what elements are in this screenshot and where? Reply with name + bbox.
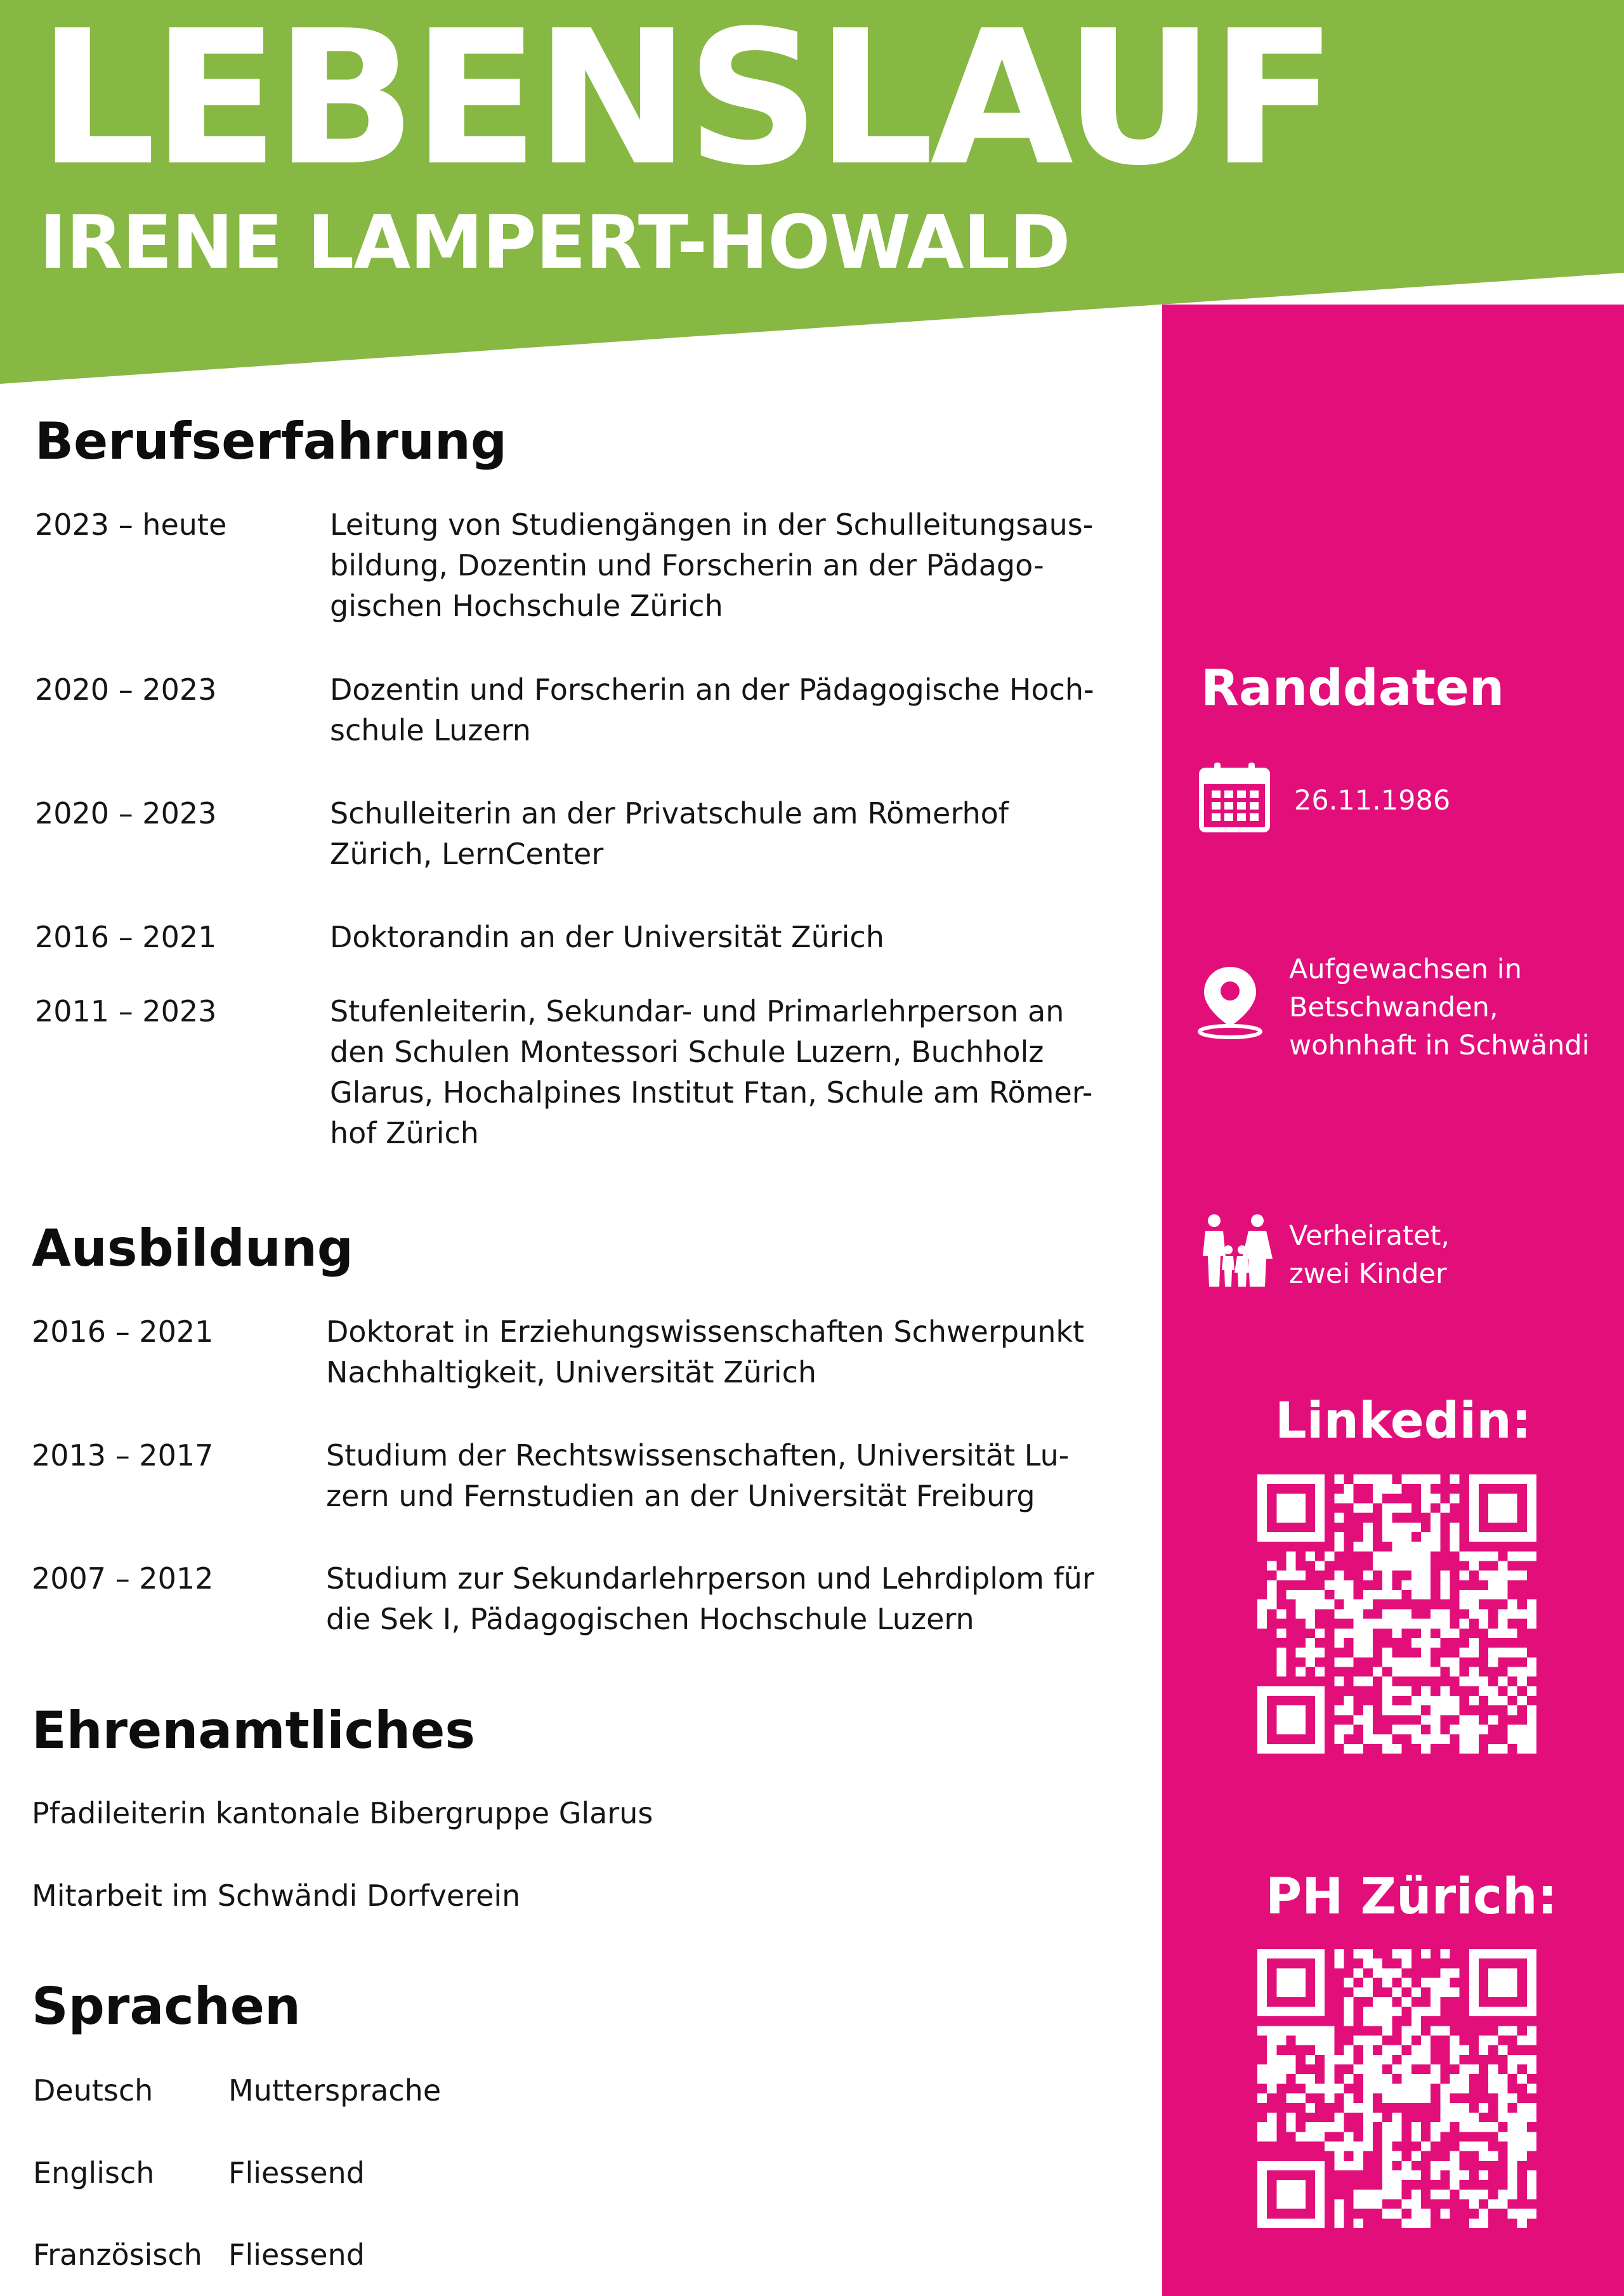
location-line: Aufgewachsen in xyxy=(1289,954,1522,985)
person-name: IRENE LAMPERT-HOWALD xyxy=(39,200,1070,285)
description-line: Doktorat in Erziehungswissenschaften Schwerpunkt xyxy=(326,1315,1085,1349)
education-date: 2016 – 2021 xyxy=(32,1315,214,1349)
volunteer-item: Mitarbeit im Schwändi Dorfverein xyxy=(32,1879,521,1913)
location-text xyxy=(1289,950,1590,1065)
linkedin-label: Linkedin: xyxy=(1275,1393,1531,1450)
description-line: Stufenleiterin, Sekundar- und Primarlehrperson an xyxy=(330,994,1064,1028)
experience-description xyxy=(330,991,1142,1153)
education-date: 2007 – 2012 xyxy=(32,1561,214,1596)
description-line: schule Luzern xyxy=(330,713,531,747)
description-line: Doktorandin an der Universität Zürich xyxy=(330,920,884,954)
linkedin-qr-code[interactable] xyxy=(1257,1474,1536,1754)
location-pin-icon xyxy=(1195,963,1265,1039)
birthdate: 26.11.1986 xyxy=(1294,785,1451,817)
experience-description xyxy=(330,669,1142,751)
description-line: die Sek I, Pädagogischen Hochschule Luzern xyxy=(326,1602,974,1636)
description-line: Leitung von Studiengängen in der Schulleitungsaus- xyxy=(330,508,1094,542)
description-line: gischen Hochschule Zürich xyxy=(330,589,723,623)
description-line: bildung, Dozentin und Forscherin an der Pädago- xyxy=(330,548,1044,582)
family-line: zwei Kinder xyxy=(1289,1258,1447,1290)
description-line: Glarus, Hochalpines Institut Ftan, Schule am Römer- xyxy=(330,1075,1093,1110)
experience-date: 2011 – 2023 xyxy=(35,994,217,1028)
location-line: Betschwanden, xyxy=(1289,992,1498,1023)
education-heading: Ausbildung xyxy=(32,1219,354,1278)
cv-title: LEBENSLAUF xyxy=(38,0,1333,206)
family-icon xyxy=(1199,1213,1273,1288)
description-line: Studium zur Sekundarlehrperson und Lehrdiplom für xyxy=(326,1561,1094,1596)
experience-date: 2020 – 2023 xyxy=(35,796,217,830)
ph-zurich-label: PH Zürich: xyxy=(1266,1868,1557,1925)
experience-heading: Berufserfahrung xyxy=(35,412,508,471)
experience-description xyxy=(330,504,1142,626)
description-line: Zürich, LernCenter xyxy=(330,837,604,871)
education-description xyxy=(326,1558,1138,1639)
description-line: den Schulen Montessori Schule Luzern, Buchholz xyxy=(330,1035,1044,1069)
language-level: Fliessend xyxy=(228,2238,365,2272)
experience-date: 2023 – heute xyxy=(35,508,227,542)
calendar-icon xyxy=(1199,761,1270,832)
experience-date: 2020 – 2023 xyxy=(35,672,217,707)
language-level: Muttersprache xyxy=(228,2073,442,2108)
language-name: Englisch xyxy=(33,2156,155,2190)
languages-heading: Sprachen xyxy=(32,1977,301,2036)
description-line: Nachhaltigkeit, Universität Zürich xyxy=(326,1355,817,1389)
family-line: Verheiratet, xyxy=(1289,1220,1450,1252)
family-text xyxy=(1289,1217,1450,1293)
language-name: Deutsch xyxy=(33,2073,154,2108)
ph-zurich-qr-code[interactable] xyxy=(1257,1949,1536,2228)
description-line: Dozentin und Forscherin an der Pädagogische Hoch- xyxy=(330,672,1094,707)
location-line: wohnhaft in Schwändi xyxy=(1289,1030,1590,1061)
language-level: Fliessend xyxy=(228,2156,365,2190)
volunteer-heading: Ehrenamtliches xyxy=(32,1701,475,1760)
description-line: hof Zürich xyxy=(330,1116,479,1150)
experience-description xyxy=(330,917,1142,957)
education-description xyxy=(326,1435,1138,1516)
education-description xyxy=(326,1311,1138,1393)
education-date: 2013 – 2017 xyxy=(32,1438,214,1473)
experience-description xyxy=(330,793,1142,874)
description-line: zern und Fernstudien an der Universität Freiburg xyxy=(326,1479,1035,1513)
experience-date: 2016 – 2021 xyxy=(35,920,217,954)
sidebar-heading: Randdaten xyxy=(1201,660,1505,717)
language-name: Französisch xyxy=(33,2238,202,2272)
description-line: Schulleiterin an der Privatschule am Römerhof xyxy=(330,796,1009,830)
volunteer-item: Pfadileiterin kantonale Bibergruppe Glarus xyxy=(32,1796,653,1830)
description-line: Studium der Rechtswissenschaften, Universität Lu- xyxy=(326,1438,1070,1473)
